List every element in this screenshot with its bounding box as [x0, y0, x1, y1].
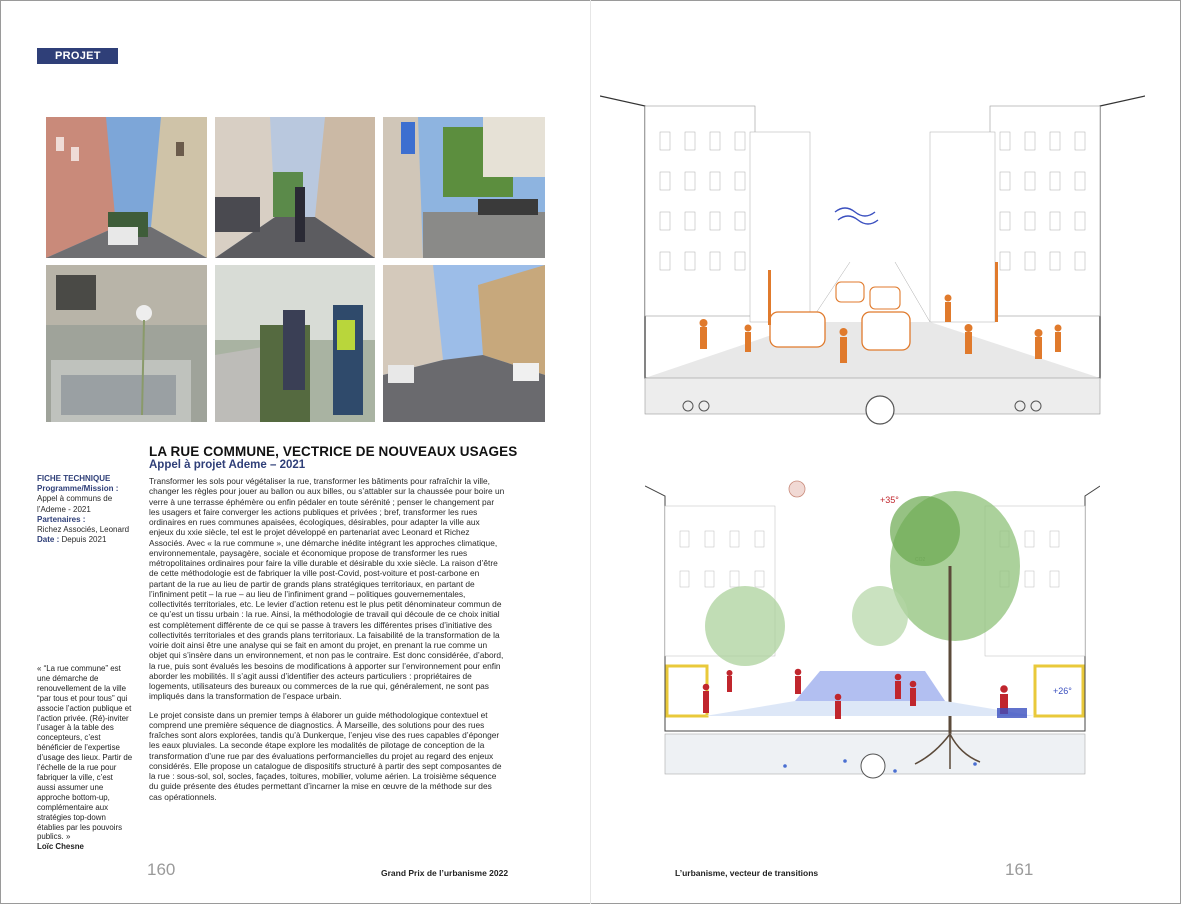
- body-paragraph-2: Le projet consiste dans un premier temps à élaborer un guide méthodologique contextuel et comprend une première séquence de diagnostics. À Marseille, des solutions pour des rues fraîches sont alors explorées, tandis qu’à Dunkerque, l’enjeu vise des rues capables d’éponger les eaux pluviales. La seconde étape explore les modalités de pilotage de conception de la transformation d’une rue par des évaluations performancielles du projet au regard des enjeux considérés. Elle propose un catalogue de dispositifs structuré à partir des sept composantes de la rue : sous-sol, sol, socles, façades, toitures, mobilier, volume aérien. La troisième séquence du guide présente des études permettant d’incarner la mise en œuvre de la méthode sur des cas opérationnels.: [149, 709, 502, 802]
- body-paragraph-1: Transformer les sols pour végétaliser la rue, transformer les bâtiments pour rafraîchir la ville, changer les règles pour jouer au ballon ou aux billes, ou s’attabler sur la chaussée pour boire un verre à une terrasse éphémère ou enfin pédaler en toute sérénité ; penser le changement par les usagers et faire converger les actions publiques et privées ; bref, transformer les rues ordinaires en rues communes apaisées, écologiques, désirables, pour adapter la ville aux enjeux du xxie siècle, tel est le projet développé en partenariat avec Leonard et Richez Associés. Avec « la rue commune », une démarche inédite intégrant les approches climatique, environnementale, paysagère, sociale et économique propose de transformer les rues métropolitaines ordinaires pour faire la ville durable et désirable du xxie siècle. La raison d’être de cette méthodologie est de fabriquer la ville post-Covid, post-voiture et post-carbone en partant de la rue au lieu de partir de grands plans stratégiques territoriaux, en partant de l’infiniment petit – la rue – au lieu de l’infiniment grand – politiques gouvernementales, collectivités territoriales, etc. Le levier d’action retenu est le plus petit dénominateur commun de ce qu’est un tissu urbain : la rue. Ainsi, la méthodologie de travail qui découle de ce choix initial est complètement différente de ce qui se passe à travers les différentes prises d’initiative des collectivités territoriales et des grands plans territoriaux. La faisabilité de la transformation de la voirie doit ainsi être une analyse qui se fait en amont du projet, en prenant la rue comme un objet qui s’insère dans un environnement, et non pas le contraire. Est donc considérée, d’abord, la rue, puis sont évalués les besoins de modifications à apporter sur l’environnement pour enfin aborder les mobilités. Il s’agit aussi d’identifier des acteurs particuliers : propriétaires de logements, utilisateurs des bureaux ou commerces de la rue qui, généralement, ne sont pas impliqués dans la transformation de l’espace urbain.: [149, 476, 505, 702]
- fiche-programme-label: Programme/Mission :: [37, 484, 119, 494]
- street-photo-2: [215, 117, 375, 258]
- street-photo-1: [46, 117, 207, 258]
- running-footer-left: Grand Prix de l’urbanisme 2022: [381, 868, 509, 878]
- quote-author: Loïc Chesne: [37, 842, 84, 852]
- temp-hot-label: +35°: [880, 495, 899, 505]
- flood-photo: [46, 265, 207, 422]
- pull-quote: [37, 664, 133, 852]
- article-subtitle: Appel à projet Ademe – 2021: [149, 459, 306, 471]
- fiche-partenaires-value: Richez Associés, Leonard: [37, 525, 130, 535]
- section-tag: PROJET: [37, 48, 118, 64]
- temp-cool-label: +26°: [1053, 686, 1072, 696]
- fiche-technique: [37, 474, 137, 545]
- page-gutter: [590, 0, 591, 904]
- fiche-date-value: Depuis 2021: [61, 535, 107, 545]
- mist-photo: [215, 265, 375, 422]
- street-photo-6: [383, 265, 545, 422]
- quote-text: « “La rue commune” est une démarche de renouvellement de la ville “par tous et pour tous” qui associe l’action publique et l’action privée. (Ré)-inviter l’usager à la table des concepteurs, c’est bénéficier de l’expertise d’usage des lieux. Partir de l’échelle de la rue pour fabriquer la ville, c’est aussi assumer une approche bottom-up, complémentaire aux stratégies top-down établies par les pouvoirs publics. »: [37, 664, 133, 842]
- article-body: [149, 476, 506, 810]
- fiche-date-label: Date :: [37, 535, 60, 545]
- running-footer-right: L’urbanisme, vecteur de transitions: [675, 868, 819, 878]
- page-number-right: 161: [1005, 860, 1034, 879]
- street-section-transformed: [645, 476, 1100, 786]
- fiche-heading: FICHE TECHNIQUE: [37, 474, 111, 483]
- fiche-partenaires-label: Partenaires :: [37, 514, 86, 524]
- street-photo-3: [383, 117, 545, 258]
- article-title: LA RUE COMMUNE, VECTRICE DE NOUVEAUX USAGES: [149, 444, 518, 459]
- page-number-left: 160: [147, 860, 176, 879]
- street-section-current: [600, 92, 1145, 444]
- fiche-programme-value: Appel à communs de l’Ademe - 2021: [37, 494, 113, 514]
